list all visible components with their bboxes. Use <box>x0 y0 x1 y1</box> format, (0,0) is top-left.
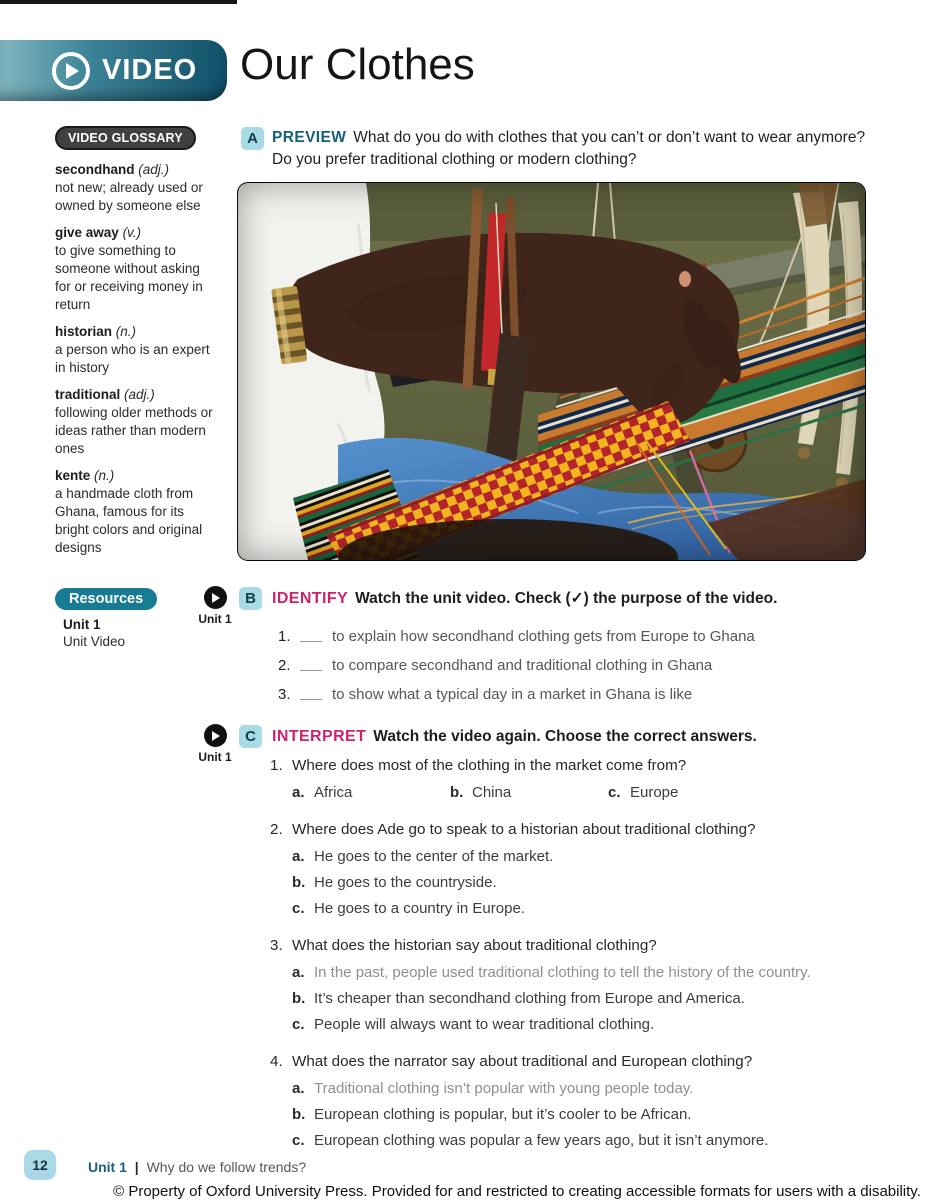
glossary-definition: to give something to someone without asking for or receiving money in return <box>55 243 203 312</box>
item-number: 3. <box>278 686 291 703</box>
kente-weaving-photo-art <box>238 183 865 560</box>
interpret-label: INTERPRET <box>272 728 367 745</box>
question-text: What does the historian say about traditional clothing? <box>292 937 657 954</box>
option <box>292 844 900 870</box>
glossary-term: secondhand <box>55 162 135 177</box>
unit-label: Unit 1 <box>198 750 232 764</box>
option <box>292 1012 900 1038</box>
option <box>292 986 900 1012</box>
item-number: 1. <box>278 628 291 645</box>
question-number: 4. <box>270 1053 283 1070</box>
item-text: to explain how secondhand clothing gets from Europe to Ghana <box>332 628 755 645</box>
section-c-heading <box>272 726 872 748</box>
option <box>292 870 900 896</box>
play-icon <box>52 52 90 90</box>
option-text: European clothing is popular, but it’s cooler to be African. <box>314 1106 692 1123</box>
footer-separator: | <box>134 1159 139 1175</box>
glossary-definition: a handmade cloth from Ghana, famous for its bright colors and original designs <box>55 486 203 555</box>
item-text: to compare secondhand and traditional clothing in Ghana <box>332 657 713 674</box>
glossary-entry <box>55 323 219 377</box>
answer-blank <box>300 641 322 642</box>
option <box>292 1102 900 1128</box>
copyright-notice: © Property of Oxford University Press. Provided for and restricted to creating accessible formats for users with a disability. <box>113 1183 921 1200</box>
question-number: 2. <box>270 821 283 838</box>
option-text: Traditional clothing isn’t popular with young people today. <box>314 1080 694 1097</box>
resources-unit: Unit 1 <box>63 617 101 632</box>
option-letter: a. <box>292 784 305 801</box>
question-1 <box>270 755 900 806</box>
option <box>292 960 900 986</box>
option <box>608 780 766 806</box>
list-item <box>278 624 878 645</box>
video-glossary <box>55 126 233 566</box>
option-text: China <box>472 784 512 801</box>
identify-label: IDENTIFY <box>272 590 349 607</box>
option <box>292 1128 900 1154</box>
page-title: Our Clothes <box>240 40 475 89</box>
option-text: He goes to the countryside. <box>314 874 497 891</box>
answer-blank <box>300 699 322 700</box>
question-text: Where does most of the clothing in the market come from? <box>292 757 687 774</box>
option-letter: a. <box>292 848 305 865</box>
unit-label: Unit 1 <box>198 612 232 626</box>
question-2 <box>270 819 900 922</box>
video-banner-label: VIDEO <box>102 54 198 86</box>
option-letter: c. <box>292 900 305 917</box>
option-letter: b. <box>292 874 306 891</box>
glossary-term: kente <box>55 468 91 483</box>
section-b-badge: B <box>239 587 262 610</box>
section-b-instructions: Watch the unit video. Check (✓) the purpose of the video. <box>355 590 778 607</box>
answer-blank <box>300 670 322 671</box>
footer-unit-label: Unit 1 <box>88 1159 127 1175</box>
play-icon <box>204 724 227 747</box>
option-letter: c. <box>608 784 621 801</box>
footer-theme-question: Why do we follow trends? <box>146 1159 307 1175</box>
option <box>292 780 450 806</box>
glossary-definition: not new; already used or owned by someone else <box>55 180 203 213</box>
list-item <box>278 682 878 703</box>
glossary-pos: (adj.) <box>138 162 170 177</box>
footer-unit-line <box>88 1159 306 1175</box>
glossary-entries <box>55 161 219 557</box>
glossary-definition: a person who is an expert in history <box>55 342 210 375</box>
option-text: He goes to the center of the market. <box>314 848 554 865</box>
glossary-entry <box>55 161 219 215</box>
section-a-text: What do you do with clothes that you can’t or don’t want to wear anymore? Do you prefer traditional clothing or modern clothing? <box>272 129 866 168</box>
option-letter: a. <box>292 1080 305 1097</box>
glossary-pos: (n.) <box>94 468 115 483</box>
glossary-definition: following older methods or ideas rather than modern ones <box>55 405 213 456</box>
glossary-entry <box>55 386 219 458</box>
question-4 <box>270 1051 900 1154</box>
option-text: Europe <box>630 784 679 801</box>
question-text: What does the narrator say about traditional and European clothing? <box>292 1053 753 1070</box>
video-banner <box>0 40 227 101</box>
glossary-entry <box>55 467 219 557</box>
glossary-term: traditional <box>55 387 121 402</box>
question-number: 1. <box>270 757 283 774</box>
identify-items <box>278 624 878 711</box>
glossary-term: give away <box>55 225 119 240</box>
option-text: People will always want to wear traditional clothing. <box>314 1016 655 1033</box>
section-a-heading <box>272 127 872 171</box>
photo-fingernail <box>679 271 691 287</box>
resources-badge: Resources <box>55 588 157 610</box>
question-number: 3. <box>270 937 283 954</box>
option-text: In the past, people used traditional clothing to tell the history of the country. <box>314 964 811 981</box>
option-letter: c. <box>292 1016 305 1033</box>
option-letter: b. <box>292 1106 306 1123</box>
option-letter: b. <box>450 784 464 801</box>
page-number-badge: 12 <box>24 1150 56 1180</box>
glossary-pos: (n.) <box>115 324 137 339</box>
kente-weaving-photo <box>238 183 865 560</box>
resources-item: Unit Video <box>63 634 126 649</box>
option-letter: a. <box>292 964 305 981</box>
option-text: It’s cheaper than secondhand clothing from Europe and America. <box>314 990 745 1007</box>
option <box>292 896 900 922</box>
section-b-heading <box>272 588 872 610</box>
option-letter: c. <box>292 1132 305 1149</box>
option-text: He goes to a country in Europe. <box>314 900 525 917</box>
section-a-badge: A <box>241 127 264 150</box>
resources-box <box>55 588 233 649</box>
item-text: to show what a typical day in a market in Ghana is like <box>332 686 693 703</box>
option <box>450 780 608 806</box>
scan-edge-artifact <box>0 0 237 4</box>
interpret-questions <box>270 755 900 1167</box>
option-text: Africa <box>314 784 353 801</box>
option-letter: b. <box>292 990 306 1007</box>
section-c-badge: C <box>239 725 262 748</box>
glossary-pos: (v.) <box>122 225 142 240</box>
video-glossary-badge: VIDEO GLOSSARY <box>55 126 196 150</box>
unit-video-play-c <box>192 724 238 764</box>
preview-label: PREVIEW <box>272 129 347 146</box>
glossary-term: historian <box>55 324 113 339</box>
section-c-instructions: Watch the video again. Choose the correct answers. <box>373 728 757 745</box>
glossary-pos: (adj.) <box>124 387 155 402</box>
question-3 <box>270 935 900 1038</box>
glossary-entry <box>55 224 219 314</box>
option-text: European clothing was popular a few years ago, but it isn’t anymore. <box>314 1132 769 1149</box>
question-text: Where does Ade go to speak to a historian about traditional clothing? <box>292 821 756 838</box>
item-number: 2. <box>278 657 291 674</box>
list-item <box>278 653 878 674</box>
option <box>292 1076 900 1102</box>
